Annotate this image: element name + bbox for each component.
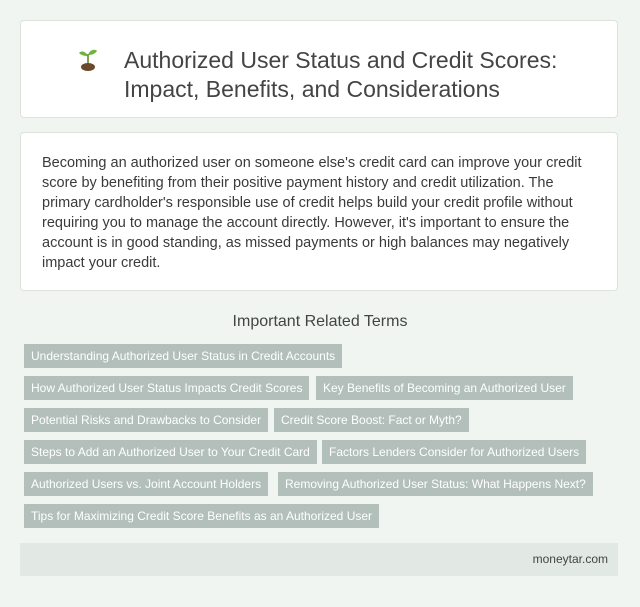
related-term-chip[interactable]: Authorized Users vs. Joint Account Holders <box>24 472 268 496</box>
title-line-2: Impact, Benefits, and Considerations <box>124 76 500 102</box>
related-term-chip[interactable]: Factors Lenders Consider for Authorized Users <box>322 440 586 464</box>
related-term-chip[interactable]: Tips for Maximizing Credit Score Benefits as an Authorized User <box>24 504 379 528</box>
title-line-1: Authorized User Status and Credit Scores: <box>124 47 558 73</box>
related-term-chip[interactable]: Removing Authorized User Status: What Happens Next? <box>278 472 593 496</box>
related-term-chip[interactable]: Steps to Add an Authorized User to Your Credit Card <box>24 440 317 464</box>
footer-site-link[interactable]: moneytar.com <box>532 552 608 566</box>
related-term-chip[interactable]: Credit Score Boost: Fact or Myth? <box>274 408 469 432</box>
page-title <box>124 46 594 104</box>
related-term-chip[interactable]: How Authorized User Status Impacts Credit Scores <box>24 376 309 400</box>
related-term-chip[interactable]: Understanding Authorized User Status in Credit Accounts <box>24 344 342 368</box>
footer-bar <box>20 543 618 576</box>
related-term-chip[interactable]: Key Benefits of Becoming an Authorized User <box>316 376 573 400</box>
related-terms-heading: Important Related Terms <box>232 313 408 330</box>
sprout-icon <box>76 47 100 73</box>
summary-text: Becoming an authorized user on someone else's credit card can improve your credit score by benefiting from their positive payment history and credit utilization. The primary cardholder's responsible use of credit helps build your credit profile without requiring you to manage the account directly. However, it's important to ensure the account is in good standing, as missed payments or high balances may negatively impact your credit. <box>42 155 582 271</box>
summary-card <box>20 132 618 291</box>
related-term-chip[interactable]: Potential Risks and Drawbacks to Consider <box>24 408 268 432</box>
